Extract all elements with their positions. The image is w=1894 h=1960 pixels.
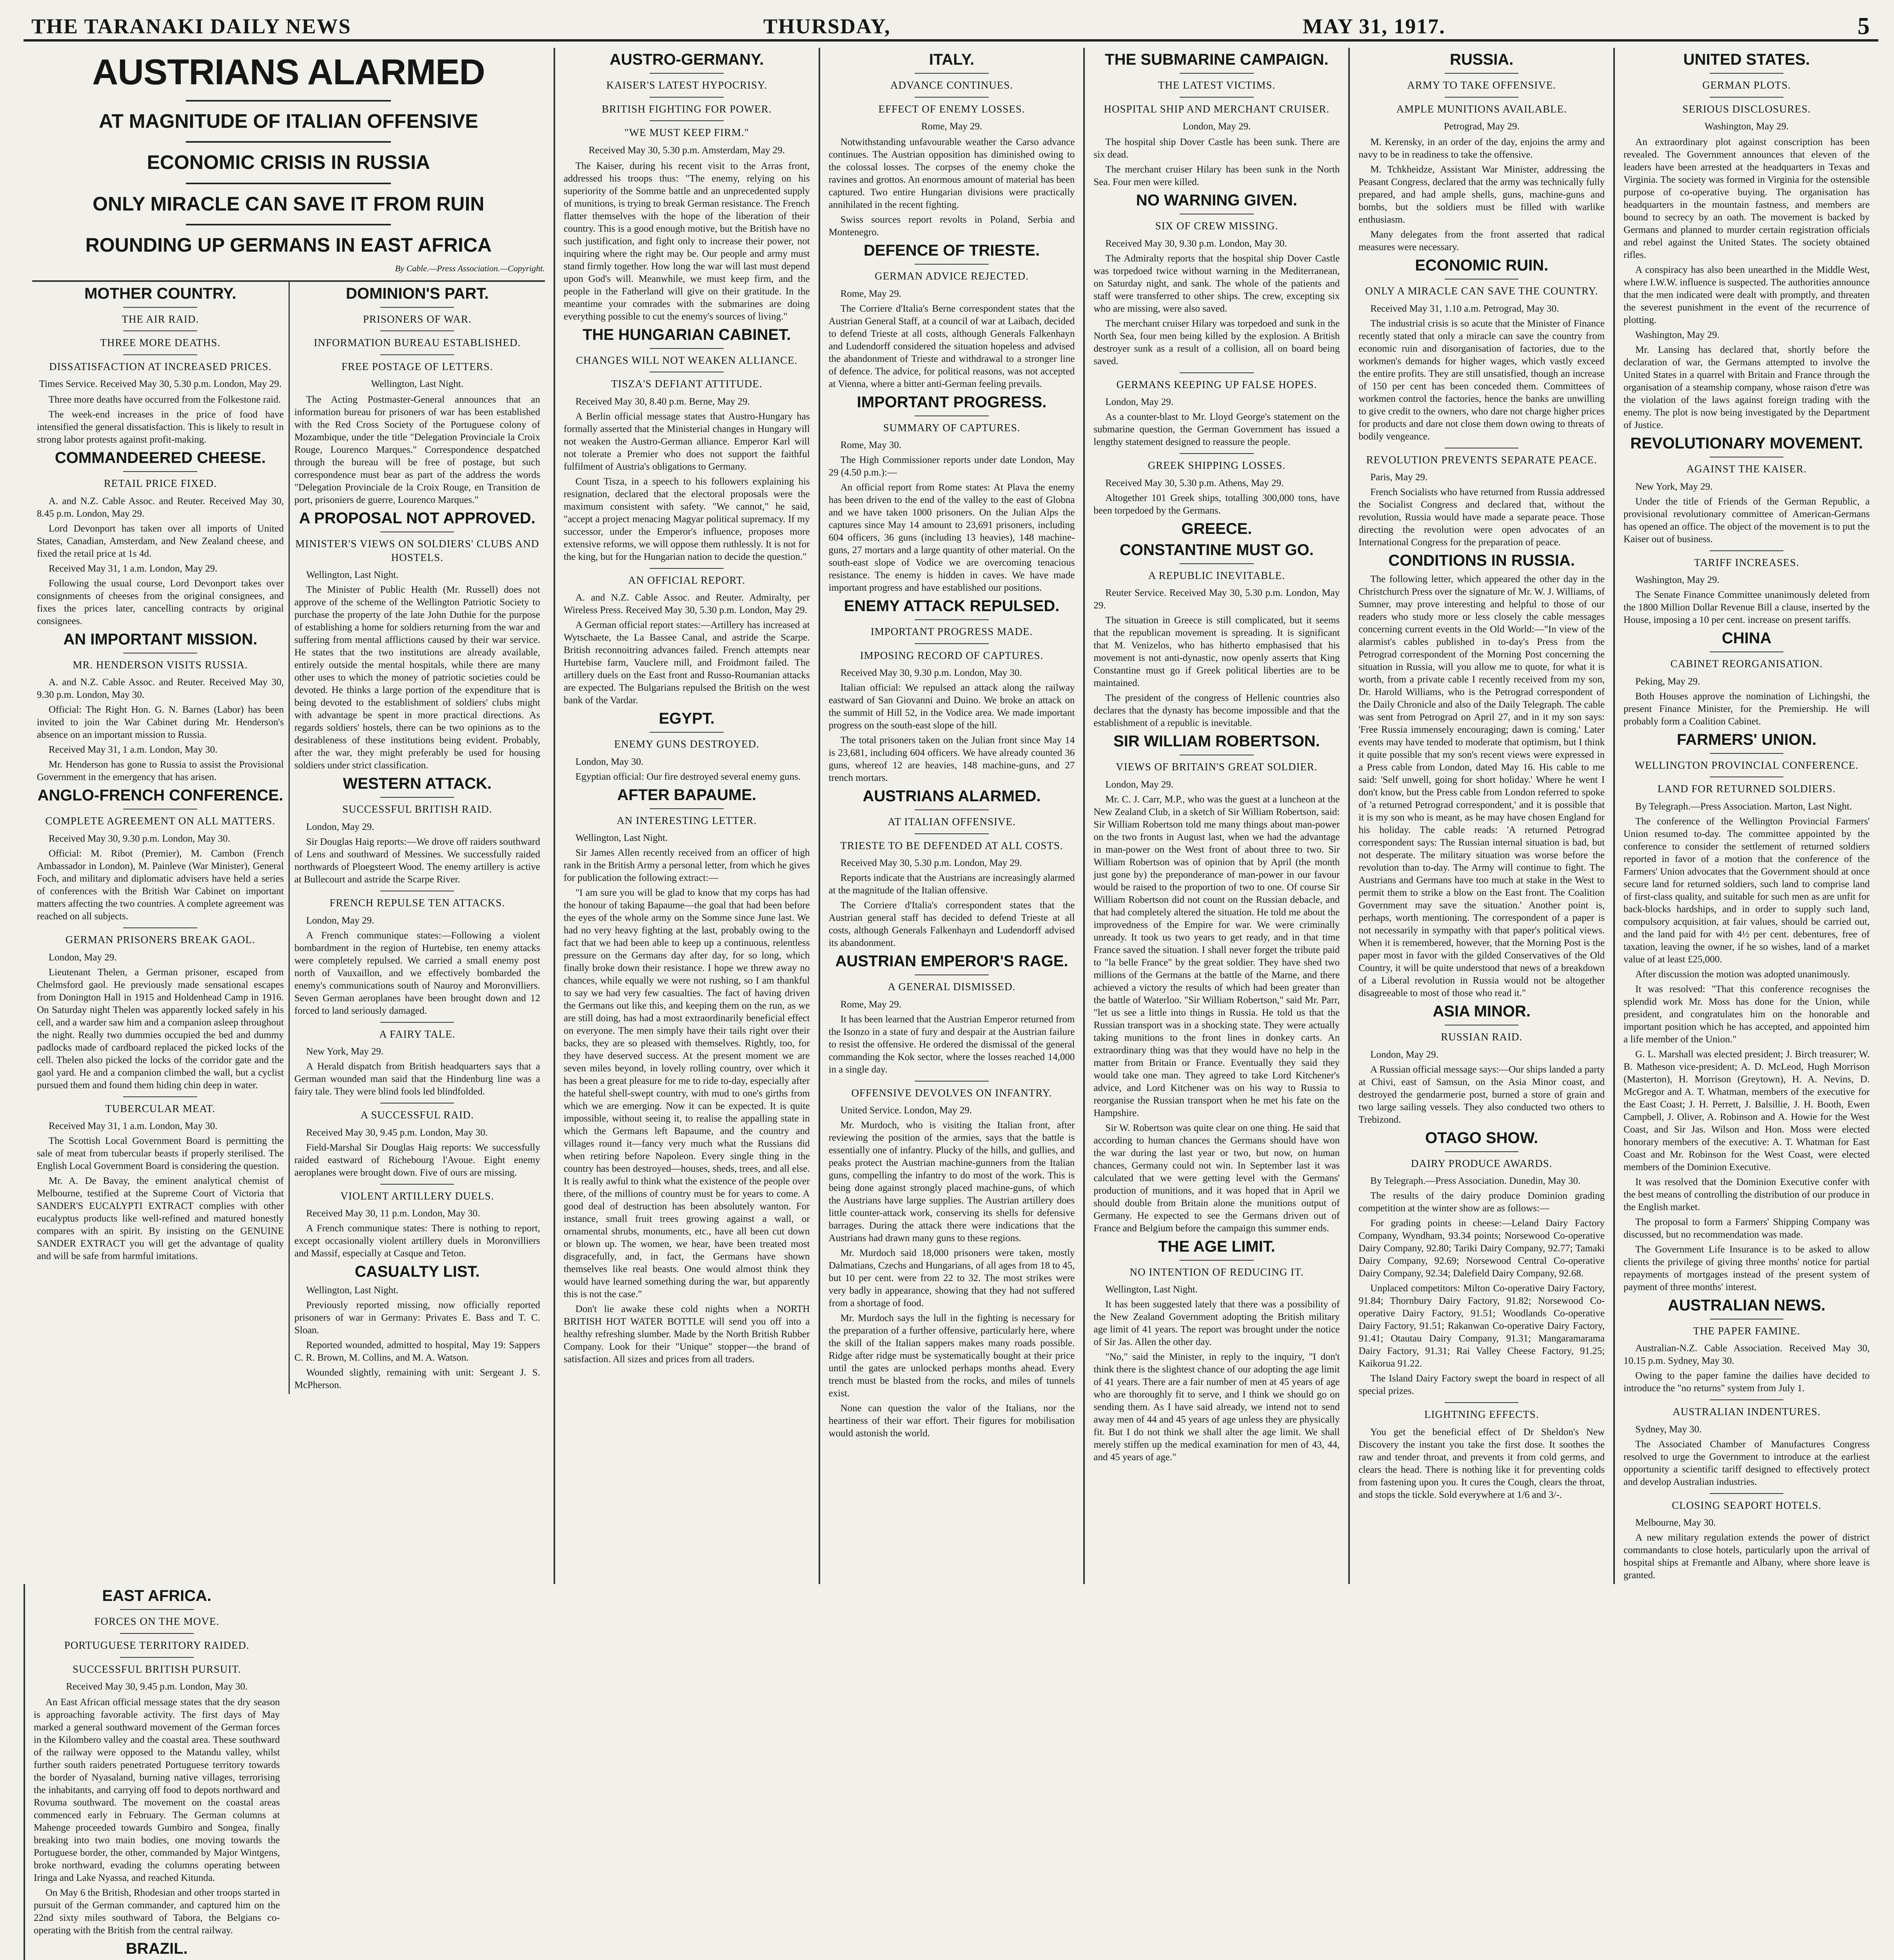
article-paragraph: London, May 29. <box>1105 397 1174 408</box>
subheading: ONLY A MIRACLE CAN SAVE THE COUNTRY. <box>1358 279 1605 298</box>
subheading: GREEK SHIPPING LOSSES. <box>1093 453 1340 472</box>
dateline: Petrograd, May 29. <box>1444 121 1520 132</box>
subheading: DAIRY PRODUCE AWARDS. <box>1358 1151 1605 1171</box>
article-paragraph: The Minister of Public Health (Mr. Russell) does not approve of the scheme of the Wellington Patriotic Society to purchase the property of the late John Duthie for the purpose of establishing a home for soldiers returning from the war and suffering from mental afflictions caused by their war service. He states that the two institutions are already available, entirely outside the mental hospitals, while there are many other uses to which the money of patriotic societies could be devoted. He thinks a large portion of the expenditure that is being devoted to the establishment of soldiers' clubs might with advantage be spent in more practical directions. As regards soldiers' hostels, there can be two opinions as to the desirableness of these institutions being evident. Probably, after the war, they might preferably be used for housing soldiers under strict classification. <box>294 584 540 771</box>
section-heading: DEFENCE OF TRIESTE. <box>864 242 1040 260</box>
article-paragraph: Three more deaths have occurred from the Folkestone raid. <box>49 394 281 405</box>
masthead <box>24 13 1878 42</box>
article-paragraph: Wellington, Last Night. <box>306 1285 399 1296</box>
subheading: RUSSIAN RAID. <box>1358 1025 1605 1044</box>
article-paragraph: Mr. Murdoch, who is visiting the Italian front, after reviewing the position of the armies, says that the battle is essentially one of infantry. Plucky of the hills, and gullies, and peaks protect the Austrian machine-gunners from the Italian guns, compelling the infantry to do most of the work. This is being done against strongly placed machine-guns, of which the Austrians have large supplies. The Austrian artillery does little counter-attack work, conserving its shells for defensive barrages. During the attack there were indications that the Austrians had drawn many guns to these regions. <box>828 1120 1075 1244</box>
issue-date: MAY 31, 1917. <box>1302 15 1445 38</box>
article-paragraph: Lieutenant Thelen, a German prisoner, escaped from Chelmsford gaol. He previously made sensational escapes from Donington Hall in 1915 and Holdenhead Camp in 1916. On Saturday night Thelen was apparently locked safely in his cell, and a warder saw him and a companion asleep throughout the night. Really two dummies occupied the bed and dummy padlocks made of cardboard replaced the picked locks of the cell. Thelen also picked the locks of the corridor gate and the gaol yard. He and a companion climbed the wall, but a cyclist pursued them and found them hiding chin deep in water. <box>37 967 284 1091</box>
article-paragraph: M. Tchkheidze, Assistant War Minister, addressing the Peasant Congress, declared that the army was technically fully prepared, and had ample shells, guns, machine-guns and bombs, but the soldiers must be filled with warlike enthusiasm. <box>1358 164 1605 225</box>
subheading: IMPOSING RECORD OF CAPTURES. <box>829 643 1075 662</box>
article-paragraph: The conference of the Wellington Provincial Farmers' Union resumed to-day. The committee appointed by the conference to consider the settlement of returned soldiers reported in favor of a motion that the conference of the Farmers' Union advocates that the Government should at once secure land for returned soldiers, such land to comprise land of first-class quality, and suitable for such men as are unfit for back-blocks hardships, and in order to supply such land, compulsory acquisition, at fair values, should be carried out, and the land paid for with 4½ per cent. debentures, free of taxation, leaving the owner, if he so wishes, land of a market value of at least £25,000. <box>1623 816 1870 965</box>
article-paragraph: The results of the dairy produce Dominion grading competition at the winter show are as follows:— <box>1358 1191 1605 1214</box>
article-paragraph: The Senate Finance Committee unanimously deleted from the 1800 Million Dollar Revenue Bill a clause, inserted by the House, imposing a 10 per cent. increase on present tariffs. <box>1623 590 1870 626</box>
article-paragraph: New York, May 29. <box>306 1046 384 1057</box>
article-paragraph: Official: The Right Hon. G. N. Barnes (Labor) has been invited to join the War Cabinet during Mr. Henderson's absence on an important mission to Russia. <box>37 704 284 740</box>
article-paragraph: Received May 30, 5.30 p.m. Athens, May 29. <box>1105 477 1284 488</box>
section-heading: FARMERS' UNION. <box>1676 731 1817 748</box>
main-headline: AUSTRIANS ALARMED <box>92 52 485 92</box>
subheading: MR. HENDERSON VISITS RUSSIA. <box>37 653 284 672</box>
article-paragraph: The Admiralty reports that the hospital ship Dover Castle was torpedoed twice without warning in the Mediterranean, on Saturday night, and sank. The whole of the patients and staff were transferred to other ships. The crew, excepting six who are missing, were also saved. <box>1093 253 1340 314</box>
subheading: A REPUBLIC INEVITABLE. <box>1093 563 1340 583</box>
article-paragraph: The High Commissioner reports under date London, May 29 (4.50 p.m.):— <box>828 455 1075 478</box>
section-heading: EAST AFRICA. <box>102 1587 212 1605</box>
subheading: SUCCESSFUL BRITISH PURSUIT. <box>34 1657 280 1676</box>
submarine-column <box>1083 48 1348 1584</box>
dateline: Washington, May 29. <box>1704 121 1789 132</box>
subheading: VIEWS OF BRITAIN'S GREAT SOLDIER. <box>1093 755 1340 774</box>
section-heading: NO WARNING GIVEN. <box>1136 192 1297 209</box>
article-paragraph: The industrial crisis is so acute that the Minister of Finance recently stated that only a miracle can save the country from economic ruin and disorganisation of factories, due to the workmen's demands for higher wages, which vastly exceed the entire profits. They are still unsatisfied, though an increase of 150 per cent has been conceded them. Committees of workmen control the factories, hence the banks are unwilling to give credit to the owners, who dare not charge higher prices for products and dare not close them down owing to threats of bodily vengeance. <box>1358 318 1605 442</box>
section-heading: CHINA <box>1721 630 1772 647</box>
article-paragraph: New York, May 29. <box>1635 481 1713 492</box>
deck-4: ROUNDING UP GERMANS IN EAST AFRICA <box>85 234 492 256</box>
section-heading: AUSTRIAN EMPEROR'S RAGE. <box>835 953 1068 970</box>
article-paragraph: Received May 31, 1 a.m. London, May 29. <box>49 563 218 574</box>
subheading: A FAIRY TALE. <box>294 1022 540 1041</box>
subheading: TRIESTE TO BE DEFENDED AT ALL COSTS. <box>829 833 1075 853</box>
article-paragraph: None can question the valor of the Italians, nor the heartiness of their war effort. Their figures for mobilisation would astonish the world. <box>828 1403 1075 1439</box>
article-paragraph: Melbourne, May 30. <box>1635 1517 1716 1528</box>
article-paragraph: Reported wounded, admitted to hospital, May 19: Sappers C. R. Brown, M. Collins, and M. A. Watson. <box>294 1340 540 1363</box>
article-paragraph: G. L. Marshall was elected president; J. Birch treasurer; W. B. Matheson vice-president; A. D. McLeod, Hugh Morrison (Masterton), H. Morrison (Greytown), H. A. Nevins, D. McGregor and A. T. Whatman, members of the executive for the East Coast; J. H. Perrett, J. Balsillie, J. H. Booth, Ewen Campbell, J. Oliver, A. Robinson and A. Howie for the West Coast, and Sir Jas. Wilson and Hon. Moss were elected honorary members of the executive: A. T. Whatman for East Coast and Mr. Robinson for the West Coast, were elected members of the Dominion Executive. <box>1623 1049 1870 1172</box>
section-heading: AUSTRALIAN NEWS. <box>1667 1296 1826 1314</box>
article-paragraph: A. and N.Z. Cable Assoc. and Reuter. Received May 30, 9.30 p.m. London, May 30. <box>37 677 284 701</box>
article-paragraph: A. and N.Z. Cable Assoc. and Reuter. Admiralty, per Wireless Press. Received May 30, 5.30 p.m. London, May 29. <box>563 592 810 616</box>
article-paragraph: It has been suggested lately that there was a possibility of the New Zealand Government adopting the British military age limit of 41 years. The report was brought under the notice of Sir Jas. Allen the other day. <box>1093 1299 1340 1348</box>
article-paragraph: The Corriere d'Italia's correspondent states that the Austrian general staff has decided to defend Trieste at all costs, although Generals Falkenhayn and Ludendorff advised its abandonment. <box>828 900 1075 949</box>
article-paragraph: London, May 30. <box>575 756 644 767</box>
subheading: A GENERAL DISMISSED. <box>829 975 1075 994</box>
article-paragraph: A German official report states:—Artillery has increased at Wytschaete, the La Bassee Canal, and astride the Scarpe. British reconnoitring advances failed. French attempts near Hurtebise farm, Vauclere mill, and Froidmont failed. The artillery duels on the East front and Russo-Roumanian attacks are expected. The Bulgarians repulsed the British on the west bank of the Vardar. <box>563 620 810 706</box>
article-paragraph: The Island Dairy Factory swept the board in respect of all special prizes. <box>1358 1373 1605 1397</box>
article-paragraph: By Telegraph.—Press Association. Marton, Last Night. <box>1635 801 1852 812</box>
article-paragraph: Received May 31, 1 a.m. London, May 30. <box>49 1121 218 1132</box>
article-paragraph: The Acting Postmaster-General announces that an information bureau for prisoners of war has been established with the Red Cross Society of the Portuguese colony of Mozambique, under the title "Delegation Provinciale la Croix Rouge, Lourenco Marques." Correspondence despatched through the bureau will be free of postage, but such correspondence must bear as part of the address the words "Delegation Provinciale de la Croix Rouge, en Transition de port, prisoniers de guerre, Lourenco Marques." <box>294 394 540 506</box>
article-paragraph: A new military regulation extends the power of district commandants to close hotels, particularly upon the arrival of hospital ships at Fremantle and Albany, where shore leave is granted. <box>1623 1532 1870 1581</box>
article-paragraph: Rome, May 30. <box>840 440 902 451</box>
dateline: Received May 30, 5.30 p.m. Amsterdam, May 29. <box>588 145 785 156</box>
section-heading: COMMANDEERED CHEESE. <box>55 449 266 467</box>
subheading: OFFENSIVE DEVOLVES ON INFANTRY. <box>829 1081 1075 1100</box>
dateline: London, May 29. <box>1182 121 1251 132</box>
subheading: FORCES ON THE MOVE. <box>34 1609 280 1628</box>
article-paragraph: Wellington, Last Night. <box>575 833 668 844</box>
section-heading: SIR WILLIAM ROBERTSON. <box>1113 733 1320 750</box>
subheading: EFFECT OF ENEMY LOSSES. <box>829 97 1075 116</box>
article-paragraph: Wellington, Last Night. <box>306 570 399 581</box>
article-paragraph: Swiss sources report revolts in Poland, Serbia and Montenegro. <box>828 214 1075 238</box>
article-paragraph: Received May 30, 9.30 p.m. London, May 30. <box>840 668 1022 679</box>
dateline: Times Service. Received May 30, 5.30 p.m. London, May 29. <box>39 379 282 390</box>
subheading: NO INTENTION OF REDUCING IT. <box>1093 1260 1340 1279</box>
article-paragraph: It was resolved that the Dominion Executive confer with the best means of controlling the distribution of our produce in the English market. <box>1623 1176 1870 1212</box>
subheading: ENEMY GUNS DESTROYED. <box>564 732 810 751</box>
subheading: A SUCCESSFUL RAID. <box>294 1103 540 1122</box>
paper-title: THE TARANAKI DAILY NEWS <box>31 15 351 38</box>
subheading: IMPORTANT PROGRESS MADE. <box>829 619 1075 639</box>
subheading: GERMAN PRISONERS BREAK GAOL. <box>37 927 284 947</box>
subheading: AGAINST THE KAISER. <box>1623 457 1870 476</box>
subheading: LAND FOR RETURNED SOLDIERS. <box>1623 777 1870 796</box>
section-heading: ITALY. <box>929 51 975 68</box>
article-paragraph: Paris, May 29. <box>1370 472 1428 483</box>
section-heading: GREECE. <box>1181 520 1252 537</box>
subheading: THE AIR RAID. <box>37 307 284 326</box>
subheading: AMPLE MUNITIONS AVAILABLE. <box>1358 97 1605 116</box>
article-paragraph: Rome, May 29. <box>840 288 902 299</box>
article-paragraph: Received May 30, 5.30 p.m. London, May 29. <box>840 858 1022 869</box>
subheading: THREE MORE DEATHS. <box>37 330 284 350</box>
article-paragraph: Received May 30, 9.30 p.m. London, May 30. <box>49 833 231 844</box>
article-paragraph: Both Houses approve the nomination of Lichingshi, the present Finance Minister, for the Premiership. He will probably form a Coalition Cabinet. <box>1623 691 1870 727</box>
article-paragraph: Rome, May 29. <box>840 999 902 1010</box>
divider <box>186 224 391 225</box>
article-paragraph: The merchant cruiser Hilary was torpedoed and sunk in the North Sea, four men being killed by the explosion. A British destroyer sunk as a result of a collision, all on board being saved. <box>1093 318 1340 367</box>
section-heading: AFTER BAPAUME. <box>617 786 757 804</box>
section-heading: CONDITIONS IN RUSSIA. <box>1388 552 1575 570</box>
article-paragraph: An East African official message states that the dry season is approaching favorable activity. The first days of May marked a general southward movement of the German forces in the Kilombero valley and the coastal area. These southward of the railway were opposed to the Matandu valley, whilst further south raiders penetrated Portuguese territory towards the border of Nyasaland, burning native villages, terrorising the inhabitants, and carrying off food to depots northward and Rovuma southward. The movement on the coastal areas commenced early in February. The German columns at Mahenge proceeded towards Gumbiro and Songea, finally breaking into two main bodies, one moving towards the Portuguese border, the other, commanded by Major Wintgens, broke northward, evading the columns operating between Iringa and Lake Nyassa, and reached Kitunda. <box>34 1697 280 1884</box>
section-heading: OTAGO SHOW. <box>1425 1129 1538 1147</box>
article-paragraph: Washington, May 29. <box>1635 575 1720 586</box>
article-paragraph: A Russian official message says:—Our ships landed a party at Chivi, east of Samsun, on the Asia Minor coast, and destroyed the gendarmerie post, burned a store of grain and two large sailing vessels. They also conducted two others to Trebizond. <box>1358 1064 1605 1125</box>
article-paragraph: Received May 31, 1 a.m. London, May 30. <box>49 744 218 755</box>
article-paragraph: London, May 29. <box>306 822 374 833</box>
article-paragraph: Lord Devonport has taken over all imports of United States, Canadian, Amsterdam, and New Zealand cheese, and fixed the retail price at 1s 4d. <box>37 523 284 559</box>
subheading: GERMAN ADVICE REJECTED. <box>829 264 1075 283</box>
article-paragraph: Field-Marshal Sir Douglas Haig reports: We successfully raided eastward of Richebourg l'Avoue. Eight enemy aeroplanes were brought down. Five of ours are missing. <box>294 1142 540 1178</box>
subheading: COMPLETE AGREEMENT ON ALL MATTERS. <box>37 809 284 828</box>
subheading: HOSPITAL SHIP AND MERCHANT CRUISER. <box>1093 97 1340 116</box>
subheading: CHANGES WILL NOT WEAKEN ALLIANCE. <box>564 348 810 367</box>
subheading: TUBERCULAR MEAT. <box>37 1096 284 1116</box>
article-paragraph: An official report from Rome states: At Plava the enemy has been driven to the end of the valley to the east of Globna and we have taken 1000 prisoners. On the Julian Alps the captures since May 14 amount to 23,691 prisoners, including 604 officers, 36 guns (including 13 heavies), 148 machine-guns, 27 mortars and a large quantity of other material. On the south-east slope of Vodice we are overcoming tenacious resistance. The enemy is hidden in caves. We have made important progress and have established our positions. <box>828 482 1075 593</box>
article-paragraph: Wounded slightly, remaining with unit: Sergeant J. S. McPherson. <box>294 1367 540 1391</box>
article-paragraph: Mr. Lansing has declared that, shortly before the declaration of war, the Germans attempted to involve the United States in a quarrel with Britain and France through the organisation of a steamship company, whose raison d'etre was the violation of the laws against foreign trading with the enemy. The plot is now being investigated by the Department of Justice. <box>1623 345 1870 431</box>
subheading: SERIOUS DISCLOSURES. <box>1623 97 1870 116</box>
article-paragraph: A. and N.Z. Cable Assoc. and Reuter. Received May 30, 8.45 p.m. London, May 29. <box>37 495 284 519</box>
article-paragraph: The Associated Chamber of Manufactures Congress resolved to urge the Government to introduce at the earliest opportunity a scientific tariff designed to effectively protect and develop Australian industries. <box>1623 1439 1870 1487</box>
article-paragraph: Official: M. Ribot (Premier), M. Cambon (French Ambassador in London), M. Painleve (War Minister), General Foch, and military and diplomatic advisers have held a series of conferences with the British War Cabinet on important matters affecting the two countries. A complete agreement was reached on all subjects. <box>37 848 284 922</box>
section-heading: IMPORTANT PROGRESS. <box>857 393 1047 411</box>
east-africa-column <box>24 1584 289 1960</box>
section-heading: AUSTRIANS ALARMED. <box>863 788 1041 805</box>
subheading: GERMANS KEEPING UP FALSE HOPES. <box>1093 372 1340 392</box>
italy-column <box>819 48 1084 1584</box>
russia-column <box>1348 48 1613 1584</box>
article-paragraph: Under the title of Friends of the German Republic, a provisional revolutionary committee of American-Germans has opened an office. The object of the movement is to put the Kaiser out of business. <box>1623 496 1870 544</box>
advertisement: Don't lie awake these cold nights when a NORTH BRITISH HOT WATER BOTTLE will send you off into a healthy refreshing slumber. Made by the North British Rubber Company. Look for their "Unique" stopper—the brand of satisfaction. All sizes and prices from all traders. <box>563 1304 810 1365</box>
subheading: AN INTERESTING LETTER. <box>564 808 810 828</box>
article-paragraph: Received May 30, 11 p.m. London, May 30. <box>306 1208 480 1219</box>
article-paragraph: The Kaiser, during his recent visit to the Arras front, addressed his troops thus: "The enemy, relying on his superiority of the Somme battle and an unprecedented supply of munitions, is trying to break German resistance. The French flatter themselves with the hope of the liberation of their country. This is a good enough motive, but the British have no such justification, and fight only to increase their power, not inquiring where the right may be. Our people and army must stand firmly together. How long the war will last must depend upon God's will. Meanwhile, we must keep firm, and the people in the Fatherland will give on their gratitude. In the meantime your comrades with the submarines are doing everything possible to cut the enemy's sources of living." <box>563 160 810 322</box>
article-paragraph: Received May 31, 1.10 a.m. Petrograd, May 30. <box>1370 303 1559 314</box>
mother-country-column <box>32 282 289 1394</box>
section-heading: A PROPOSAL NOT APPROVED. <box>299 510 536 527</box>
article-paragraph: London, May 29. <box>49 952 117 963</box>
article-paragraph: A Herald dispatch from British headquarters says that a German wounded man said that the Hindenburg line was a fairy tale. They were blind fools led blindfolded. <box>294 1061 540 1097</box>
subheading: INFORMATION BUREAU ESTABLISHED. <box>294 330 540 350</box>
article-paragraph: Following the usual course, Lord Devonport takes over consignments of cheeses from the original consignees, and fixes the prices later, cancelling contracts by original consignees. <box>37 578 284 626</box>
subheading: THE PAPER FAMINE. <box>1623 1319 1870 1338</box>
article-paragraph: Reports indicate that the Austrians are increasingly alarmed at the magnitude of the Italian offensive. <box>828 873 1075 896</box>
issue-day: THURSDAY, <box>763 15 891 38</box>
subheading: REVOLUTION PREVENTS SEPARATE PEACE. <box>1358 448 1605 467</box>
article-paragraph: Mr. C. J. Carr, M.P., who was the guest at a luncheon at the New Zealand Club, in a sketch of Sir William Robertson, said: Sir William Robertson told me many things about man-power on the two fronts in August last, when we had the advantage in man-power on the West front of about three to two. Sir William Robertson was of opinion that by April (the month just gone by) the preponderance of man-power in our favour would be raised to the proportion of two to one. Of course Sir William Robertson did not count on the Russian debacle, and that had completely altered the situation. He told me about the improvedness of the Empire for war. We were criminally unready. It took us two years to get ready, and in that time France saved the situation. I shall never forget the tribute paid to "la belle France" by the great soldier. They have shed two millions of the Germans at the battle of the Marne, and there achieved a victory the results of which had been greater than the battle of Waterloo. "Sir William Robertson," said Mr. Parr, "let us see a little into things in Russia. He told us that the Russian transport was in a shocking state. They were actually taking munitions to the front lines in donkey carts. An extraordinary thing was that they would have no help in the matter from Britain or France. Eventually they said they would take one man. They agreed to take Lord Kitchener's advice, and Lord Kitchener was on his way to Russia to reorganise the Russian transport when he met his fate on the Hampshire. <box>1093 794 1340 1118</box>
article-paragraph: It has been learned that the Austrian Emperor returned from the Isonzo in a state of fury and despair at the Austrian failure to resist the offensive. He ordered the dismissal of the general commanding the Kok sector, where the losses reached 14,000 in a single day. <box>828 1014 1075 1075</box>
article-paragraph: Unplaced competitors: Milton Co-operative Dairy Factory, 91.84; Thornbury Dairy Factory, 91.82; Norsewood Co-operative Dairy Factory, 91.51; Woodlands Co-operative Dairy Factory, 91.51; Rakanwan Co-operative Dairy Factory, 91.41; Otautau Dairy Company, 91.31; Mangaramarama Dairy Factory, 91.31; Rai Valley Cheese Factory, 91.25; Kaikorua 91.22. <box>1358 1283 1605 1369</box>
austro-germany-column <box>554 48 819 1584</box>
subheading: TISZA'S DEFIANT ATTITUDE. <box>564 372 810 391</box>
article-paragraph: "I am sure you will be glad to know that my corps has had the honour of taking Bapaume—the goal that had been before the eyes of the whole army on the Somme since June last. We had no very heavy fighting at the last, probably owing to the fact that we had been able to keep up a continuous, relentless pressure on the Germans day after day, for so long, which finally broke down their resistance. I hope we threw away no chances, while equally we were not rushing, so I am thankful to say we had very few casualties. The fact of having driven the Germans out like this, and keeping them on the run, as we are still doing, has had a most extraordinarily beneficial effect on everyone. The men simply have their tails right over their backs, they are so pleased with themselves. Rightly, too, for they have deserved success. At the present moment we are seven miles beyond, in lovely rolling country, over which it has been a great pleasure for me to ride to-day, especially after the hateful shell-swept country, with mud to one's girths from which we are emerging. Now it can be expected. It is quite impossible, without seeing it, to realise the appalling state in which the Germans left Bapaume, and the country and villages round it—fancy very much what the Russians did when retiring before Napoleon. Every single thing in the country has been destroyed—houses, sheds, trees, and all else. It is really awful to think what the existence of the people over there, of the millions of country must be for years to come. A good deal of destruction has been absolutely wanton. For instance, small fruit trees growing against a wall, or ornamental shrubs, monuments, etc., have all been cut down or blown up. The women, we hear, have been treated most disgracefully, and, in fact, the Germans have shown themselves like real beasts. One would almost think they would have learned something during the war, but apparently this is not the case." <box>563 887 810 1300</box>
subheading: MINISTER'S VIEWS ON SOLDIERS' CLUBS AND HOSTELS. <box>294 532 540 564</box>
subheading: CABINET REORGANISATION. <box>1623 652 1870 671</box>
section-heading: AUSTRO-GERMANY. <box>609 51 764 68</box>
article-paragraph: Wellington, Last Night. <box>1105 1284 1198 1295</box>
article-paragraph: Sir Douglas Haig reports:—We drove off raiders southward of Lens and southward of Messines. We successfully raided northwards of Ploegsteert Wood. The enemy artillery is active at Bullecourt and astride the Scarpe River. <box>294 837 540 885</box>
section-heading: THE HUNGARIAN CABINET. <box>583 326 791 343</box>
subheading: FREE POSTAGE OF LETTERS. <box>294 354 540 374</box>
section-heading: CASUALTY LIST. <box>355 1263 480 1281</box>
article-paragraph: The president of the congress of Hellenic countries also declares that the dynasty has become impossible and that the establishment of a republic is inevitable. <box>1093 693 1340 729</box>
article-paragraph: London, May 29. <box>306 915 374 926</box>
section-heading: AN IMPORTANT MISSION. <box>63 630 258 648</box>
divider <box>186 100 391 102</box>
subheading: AT ITALIAN OFFENSIVE. <box>829 809 1075 829</box>
article-paragraph: The hospital ship Dover Castle has been sunk. There are six dead. <box>1093 137 1340 160</box>
article-paragraph: Reuter Service. Received May 30, 5.30 p.m. London, May 29. <box>1093 588 1340 611</box>
article-paragraph: London, May 29. <box>1105 779 1174 790</box>
advertisement: Mr. A. De Bavay, the eminent analytical chemist of Melbourne, testified at the Supreme Court of Victoria that SANDER'S EUCALYPTI EXTRACT complies with other eucalyptus products like well-refined and matured honestly compares with an spirit. By insisting on the GENUINE SANDER EXTRACT you will get the advantage of quality and will be safe from harmful imitations. <box>37 1176 284 1262</box>
article-paragraph: The following letter, which appeared the other day in the Christchurch Press over the signature of Mr. W. J. Williams, of Sumner, may prove interesting and helpful to those of our readers who study more or less closely the cable messages concerning current events in the Old World:—"In view of the alarmist's cables published in to-day's Press from the Petrograd correspondent of the Morning Post concerning the situation in Russia, will you allow me to quote, for what it is worth, from a private cable I recently received from my son, Dr. Harold Williams, who is the Petrograd correspondent of the Daily Chronicle and also of the Daily Telegraph. The cable was sent from Petrograd on April 27, and in it my son says: 'Free Russia immensely encouraging; dawn is coming.' Later events may have tended to moderate that optimism, but I think it quite possible that my son's recent views were expressed in a Press cable from London, dated May 16. His cable to me said: 'Self unwell, going for short holiday.' Where he went I don't know, but the Press cable from London referred to spoke of 'a returned Petrograd correspondent,' and it is possible that it is my son who is meant, as he may have chosen England for his holiday. The cable reads: 'A returned Petrograd correspondent says: The Russian internal situation is bad, but not desperate. The military situation was worse before the revolution than to-day. The Army will continue to fight. The Austrians and Germans have too much at stake in the West to permit them to strike a blow on the East front. The Coalition Government may save the situation.' Another point is, perhaps, worth mentioning. The correspondent of a paper is not necessarily in sympathy with that paper's political views. When it is remembered, however, that the Morning Post is the paper most in favor with the gilded Conservatives of the Old Country, it will be quite understood that news of a breakdown of a Liberal revolution in Russia would not be altogether disagreeable to most of those who read it." <box>1358 574 1605 999</box>
subheading: DISSATISFACTION AT INCREASED PRICES. <box>37 354 284 374</box>
section-heading: UNITED STATES. <box>1683 51 1810 68</box>
article-paragraph: As a counter-blast to Mr. Lloyd George's statement on the submarine question, the German Government has issued a lengthy statement designed to reassure the people. <box>1093 412 1340 448</box>
article-paragraph: Mr. Henderson has gone to Russia to assist the Provisional Government in the emergency that has arisen. <box>37 759 284 783</box>
article-paragraph: Owing to the paper famine the dailies have decided to introduce the "no returns" system from July 1. <box>1623 1370 1870 1394</box>
section-heading: ENEMY ATTACK REPULSED. <box>844 597 1060 615</box>
article-paragraph: Mr. Murdoch said 18,000 prisoners were taken, mostly Dalmatians, Czechs and Hungarians, of all ages from 18 to 45, but 10 per cent. were from 22 to 32. The most strikes were very badly in appearance, showing that they had not suffered from a shortage of food. <box>828 1248 1075 1309</box>
subheading: SIX OF CREW MISSING. <box>1093 214 1340 233</box>
deck-2: ECONOMIC CRISIS IN RUSSIA <box>147 151 430 174</box>
subheading: SUCCESSFUL BRITISH RAID. <box>294 797 540 816</box>
article-paragraph: Received May 30, 9.45 p.m. London, May 30. <box>306 1127 488 1138</box>
article-paragraph: A conspiracy has also been unearthed in the Middle West, where I.W.W. influence is suspected. The authorities announce that the men indicated were dealt with promptly, and threaten the severest punishment in the event of the recurrence of plotting. <box>1623 265 1870 326</box>
subheading: ARMY TO TAKE OFFENSIVE. <box>1358 73 1605 92</box>
subheading: PORTUGUESE TERRITORY RAIDED. <box>34 1633 280 1652</box>
article-paragraph: Mr. Murdoch says the lull in the fighting is necessary for the preparation of a further offensive, particularly here, where the skill of the Italian sappers makes many roads possible. Ridge after ridge must be systematically bought at their price until the gates are unlocked perhaps months ahead. Every trench must be blasted from the rocks, and miles of tunnels exist. <box>828 1313 1075 1399</box>
subheading: KAISER'S LATEST HYPOCRISY. <box>564 73 810 92</box>
dominion-column <box>289 282 545 1394</box>
article-paragraph: Many delegates from the front asserted that radical measures were necessary. <box>1358 229 1605 253</box>
article-paragraph: The Government Life Insurance is to be asked to allow clients the privilege of giving three months' notice for partial repayments of mortgages instead of the present system of payment of three months' interest. <box>1623 1244 1870 1292</box>
article-paragraph: M. Kerensky, in an order of the day, enjoins the army and navy to be in readiness to take the offensive. <box>1358 137 1605 160</box>
divider <box>186 141 391 143</box>
article-paragraph: Altogether 101 Greek ships, totalling 300,000 tons, have been torpedoed by the Germans. <box>1093 492 1340 516</box>
subheading: TARIFF INCREASES. <box>1623 550 1870 570</box>
lead-split <box>32 280 545 1394</box>
deck-3: ONLY MIRACLE CAN SAVE IT FROM RUIN <box>93 192 485 215</box>
divider <box>186 183 391 184</box>
article-paragraph: A French communique states: There is nothing to report, except occasionally violent artillery duels in Moronvilliers and Massif, especially at Casque and Teton. <box>294 1223 540 1259</box>
subheading: THE LATEST VICTIMS. <box>1093 73 1340 92</box>
section-heading: BRAZIL. <box>126 1940 188 1958</box>
article-paragraph: The merchant cruiser Hilary has been sunk in the North Sea. Four men were killed. <box>1093 164 1340 188</box>
section-heading: RUSSIA. <box>1450 51 1514 68</box>
subheading: SUMMARY OF CAPTURES. <box>829 416 1075 435</box>
cable-credit: By Cable.—Press Association.—Copyright. <box>395 263 545 273</box>
article-paragraph: Egyptian official: Our fire destroyed several enemy guns. <box>575 771 801 782</box>
lead-column <box>24 48 554 1584</box>
article-paragraph: By Telegraph.—Press Association. Dunedin, May 30. <box>1370 1176 1581 1187</box>
section-heading: ECONOMIC RUIN. <box>1415 257 1549 274</box>
subheading: "WE MUST KEEP FIRM." <box>564 120 810 140</box>
article-paragraph: The proposal to form a Farmers' Shipping Company was discussed, but no recommendation was made. <box>1623 1216 1870 1240</box>
article-paragraph: Received May 30, 8.40 p.m. Berne, May 29. <box>575 396 750 407</box>
article-paragraph: Notwithstanding unfavourable weather the Carso advance continues. The Austrian opposition has diminished owing to the colossal losses. The corpses of the enemy choke the ravines and grottos. An enormous amount of material has been captured. Two entire Hungarian divisions were practically annihilated in the recent fighting. <box>828 137 1075 211</box>
article-paragraph: It was resolved: "That this conference recognises the splendid work Mr. Moss has done for the Union, while president, and congratulates him on the honorable and important position which he has accepted, and appointed him a life member of the Union." <box>1623 984 1870 1045</box>
section-heading: WESTERN ATTACK. <box>343 775 492 793</box>
deck-1: AT MAGNITUDE OF ITALIAN OFFENSIVE <box>99 110 478 132</box>
article-paragraph: An extraordinary plot against conscription has been revealed. The Government announces that eleven of the leaders have been arrested at the headquarters in Texas and Virginia. The society was formed in Virginia for the ostensible purpose of co-operative buying. The organisation has headquarters in the mountain fastness, and members are bound to secrecy by an oath. The movement is backed by Germans and planned to murder certain registration officials and rebel against the United States. The society obtained rifles. <box>1623 137 1870 261</box>
article-paragraph: The week-end increases in the price of food have intensified the general dissatisfaction. This is likely to result in strong labor protests against profit-making. <box>37 409 284 445</box>
section-heading: CONSTANTINE MUST GO. <box>1119 541 1314 559</box>
article-paragraph: Received May 30, 9.30 p.m. London, May 30. <box>1105 238 1287 249</box>
article-paragraph: Sydney, May 30. <box>1635 1424 1702 1435</box>
section-heading: MOTHER COUNTRY. <box>84 285 236 302</box>
article-paragraph: French Socialists who have returned from Russia addressed the Socialist Congress and declared that, without the revolution, Russia would have made a separate peace. Those directing the revolution were open advocates of an International Congress for the preparation of peace. <box>1358 487 1605 548</box>
subheading: RETAIL PRICE FIXED. <box>37 471 284 490</box>
subheading: CLOSING SEAPORT HOTELS. <box>1623 1493 1870 1512</box>
article-paragraph: Washington, May 29. <box>1635 330 1720 341</box>
article-paragraph: The Corriere d'Italia's Berne correspondent states that the Austrian General Staff, at a council of war at Laibach, decided to defend Trieste at all costs, although Generals Falkenhayn and Ludendorff considered the situation hopeless and advised the abandonment of Trieste and withdrawal to a stronger line of defence. The advice, for political reasons, was not accepted at Vienna, where a bitter anti-German feeling prevails. <box>828 303 1075 389</box>
subheading: PRISONERS OF WAR. <box>294 307 540 326</box>
dateline: Rome, May 29. <box>921 121 982 132</box>
article-paragraph: A Berlin official message states that Austro-Hungary has formally asserted that the Ministerial changes in Hungary will not weaken the Austro-German alliance. Emperor Karl will not tolerate a Premier who does not support the faithful fulfilment of Austria's obligations to Germany. <box>563 411 810 472</box>
article-paragraph: London, May 29. <box>1370 1049 1438 1060</box>
subheading: AN OFFICIAL REPORT. <box>564 568 810 587</box>
section-heading: ASIA MINOR. <box>1433 1003 1531 1020</box>
section-heading: THE SUBMARINE CAMPAIGN. <box>1105 51 1329 68</box>
article-paragraph: Previously reported missing, now officially reported prisoners of war in Germany: Privates E. Bass and T. C. Sloan. <box>294 1300 540 1336</box>
section-heading: EGYPT. <box>659 710 715 728</box>
section-heading: ANGLO-FRENCH CONFERENCE. <box>37 787 283 804</box>
article-paragraph: Italian official: We repulsed an attack along the railway eastward of San Giovanni and Duino. We broke an attack on the summit of Hill 52, in the Vodice area. We made important progress on the south-east slope of the hill. <box>828 682 1075 731</box>
subheading: VIOLENT ARTILLERY DUELS. <box>294 1184 540 1203</box>
article-paragraph: For grading points in cheese:—Leland Dairy Factory Company, Wyndham, 93.34 points; Norsewood Co-operative Dairy Company, 92.80; Tariki Dairy Company, 92.77; Tamaki Dairy Company, 92.69; Norsewood Central Co-operative Dairy Company, 92.34; Dalefield Dairy Company, 92.68. <box>1358 1218 1605 1279</box>
united-states-column <box>1613 48 1878 1584</box>
article-paragraph: The situation in Greece is still complicated, but it seems that the republican movement is spreading. It is significant that M. Venizelos, who has hitherto emphasised that his movement is not anti-dynastic, now openly asserts that King Constantine must go if Greek political liberties are to be maintained. <box>1093 615 1340 689</box>
article-paragraph: Peking, May 29. <box>1635 676 1700 687</box>
subheading: FRENCH REPULSE TEN ATTACKS. <box>294 891 540 910</box>
article-paragraph: The total prisoners taken on the Julian front since May 14 is 23,681, including 604 officers. We have already counted 36 guns, whereof 12 are heavies, 148 machine-guns, and 27 trench mortars. <box>828 735 1075 784</box>
article-paragraph: After discussion the motion was adopted unanimously. <box>1635 969 1850 980</box>
columns <box>24 48 1878 1960</box>
article-paragraph: On May 6 the British, Rhodesian and other troops started in pursuit of the German commander, and captured him on the 22nd sixty miles southward of Tabora, the Belgians co-operating with the British from the central railway. <box>34 1887 280 1936</box>
article-paragraph: Sir W. Robertson was quite clear on one thing. He said that according to human chances the Germans should have won the war during the last year or two, but now, on human chances, Germany could not win. In September last it was calculated that we were getting level with the Germans' production of munitions, and it was hoped that in April we should double from Britain alone the munitions output of Germany. He expected to see the Germans driven out of France and Belgium before the campaign this summer ends. <box>1093 1122 1340 1234</box>
subheading: GERMAN PLOTS. <box>1623 73 1870 92</box>
subheading: LIGHTNING EFFECTS. <box>1358 1402 1605 1421</box>
subheading: BRITISH FIGHTING FOR POWER. <box>564 97 810 116</box>
dateline: Received May 30, 9.45 p.m. London, May 30. <box>66 1681 248 1692</box>
article-paragraph: "No," said the Minister, in reply to the inquiry, "I don't think there is the slightest chance of our adopting the age limit of 41 years. There are a fair number of men at 45 years of age who are thoroughly fit to serve, and I think we should go on sending them. As I have said already, we intend not to send away men of 44 and 45 years of age unless they are physically fit. But I do not think we shall alter the age limit. We shall merely stiffen up the medical examination for men of 43, 44, and 45 years of age." <box>1093 1352 1340 1463</box>
page-number: 5 <box>1857 13 1870 40</box>
subheading: ADVANCE CONTINUES. <box>829 73 1075 92</box>
article-paragraph: Australian-N.Z. Cable Association. Received May 30, 10.15 p.m. Sydney, May 30. <box>1623 1343 1870 1367</box>
article-paragraph: United Service. London, May 29. <box>840 1105 972 1116</box>
article-paragraph: Sir James Allen recently received from an officer of high rank in the British Army a personal letter, from which he gives for publication the following extract:— <box>563 848 810 884</box>
article-paragraph: A French communique states:—Following a violent bombardment in the region of Hurtebise, ten enemy attacks were completely repulsed. We carried a small enemy post north of Vauxaillon, and we effectively bombarded the enemy's communications south of Nauroy and Moronvilliers. Seven German aeroplanes have been brought down and 12 forced to land seriously damaged. <box>294 930 540 1016</box>
subheading: WELLINGTON PROVINCIAL CONFERENCE. <box>1623 753 1870 772</box>
subheading: AUSTRALIAN INDENTURES. <box>1623 1399 1870 1419</box>
section-heading: REVOLUTIONARY MOVEMENT. <box>1630 435 1863 452</box>
dateline: Wellington, Last Night. <box>371 379 463 390</box>
advertisement: You get the beneficial effect of Dr Sheldon's New Discovery the instant you take the first dose. It soothes the raw and tender throat, and prevents it from cold germs, and clears the head. There is nothing like it for preventing colds from fastening upon you. It cures the Cough, clears the throat, and stops the tickle. Sold everywhere at 1/6 and 3/-. <box>1358 1426 1605 1500</box>
section-heading: THE AGE LIMIT. <box>1158 1238 1275 1255</box>
article-paragraph: The Scottish Local Government Board is permitting the sale of meat from tubercular beasts if properly sterilised. The English Local Government Board is considering the question. <box>37 1136 284 1172</box>
section-heading: DOMINION'S PART. <box>346 285 489 302</box>
article-paragraph: Count Tisza, in a speech to his followers explaining his resignation, declared that the electoral proposals were the maximum consistent with safety. "We cannot," he said, "accept a project menacing Magyar political supremacy. If my successor, under the Emperor's influence, proposes more extensive reforms, we will oppose them ruthlessly. It is not for the king, but for the Hungarian nation to decide the question." <box>563 476 810 562</box>
